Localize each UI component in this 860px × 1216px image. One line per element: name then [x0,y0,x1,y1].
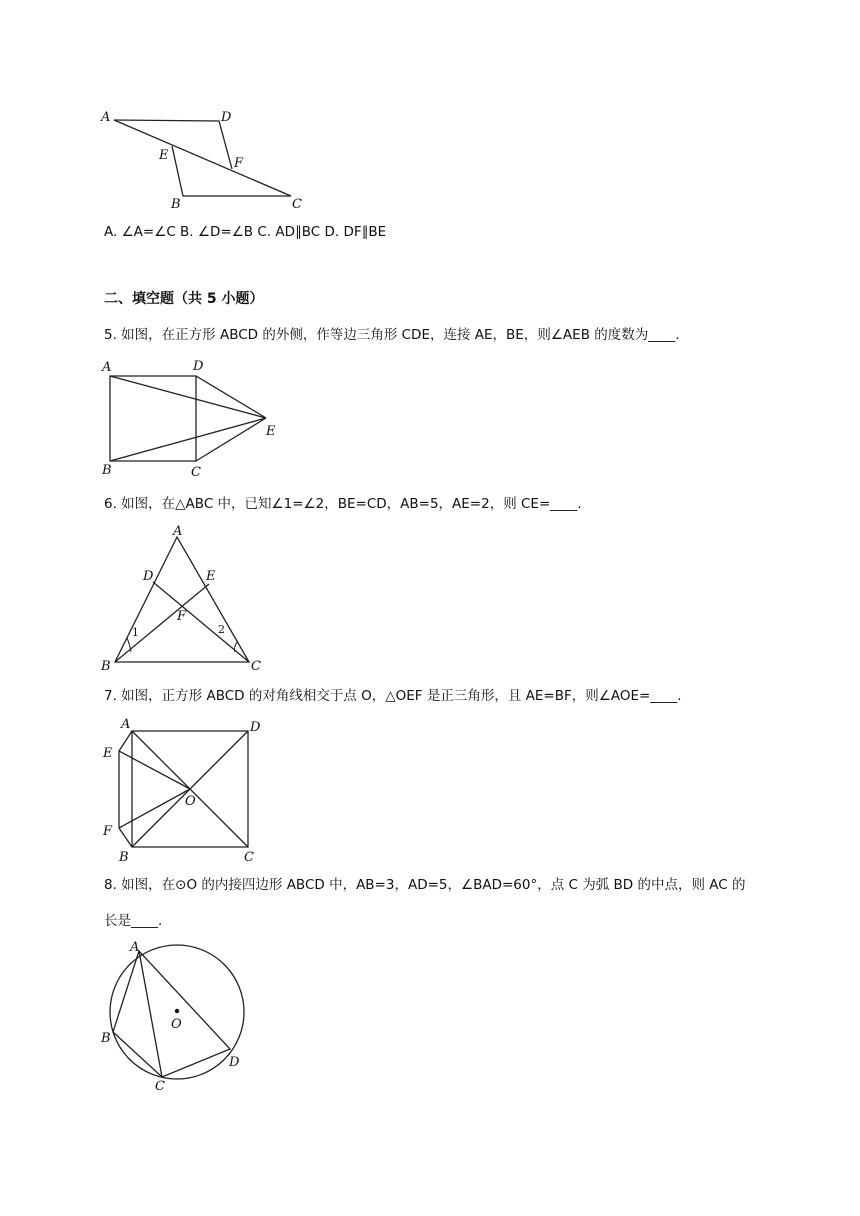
q5-label-a: A [102,360,112,375]
q5-label-c: C [191,465,201,480]
q5-label-b: B [102,463,112,478]
q4-options: A. ∠A=∠C B. ∠D=∠B C. AD∥BC D. DF∥BE [104,224,387,240]
q5-text: 5. 如图，在正方形 ABCD 的外侧，作等边三角形 CDE，连接 AE，BE，则∠AEB 的度数为____. [104,327,680,343]
q5-label-e: E [266,424,276,439]
q7-text: 7. 如图，正方形 ABCD 的对角线相交于点 O，△OEF 是正三角形，且 AE=BF，则∠AOE=____. [104,688,682,704]
q4-label-e: E [159,148,169,163]
q6-label-e: E [206,569,216,584]
q8-quadrilateral-abcd [113,951,230,1077]
q6-label-f: F [177,609,187,624]
q8-text-line1: 8. 如图，在⊙O 的内接四边形 ABCD 中，AB=3，AD=5，∠BAD=60°，点 C 为弧 BD 的中点，则 AC 的 [104,877,746,893]
q7-label-c: C [244,850,254,865]
q8-center-dot [175,1009,179,1013]
q7-label-a: A [121,717,131,732]
q7-label-b: B [119,850,129,865]
q6-label-a: A [173,524,183,539]
q6-label-b: B [101,659,111,674]
q7-label-f: F [103,824,113,839]
q7-label-o: O [185,794,196,809]
q6-text: 6. 如图，在△ABC 中，已知∠1=∠2，BE=CD，AB=5，AE=2，则 CE=____. [104,496,582,512]
q6-label-c: C [251,659,261,674]
q8-text-line2: 长是____. [104,913,163,929]
q8-label-b: B [101,1031,111,1046]
q5-label-d: D [193,359,204,374]
q8-label-o: O [171,1017,182,1032]
q6-label-angle2: 2 [218,623,225,636]
q4-label-a: A [101,110,111,125]
q8-label-c: C [155,1079,165,1094]
q8-label-a: A [130,940,140,955]
q4-label-d: D [221,110,232,125]
section-heading-fill-blank: 二、填空题（共 5 小题） [104,291,264,307]
q6-label-d: D [143,569,154,584]
q6-label-angle1: 1 [132,626,139,639]
q4-label-f: F [234,156,244,171]
q8-segment-ac [139,951,162,1077]
q7-label-e: E [103,746,113,761]
q8-label-d: D [229,1055,240,1070]
q7-label-d: D [250,720,261,735]
q4-label-c: C [292,197,302,212]
q4-label-b: B [171,197,181,212]
